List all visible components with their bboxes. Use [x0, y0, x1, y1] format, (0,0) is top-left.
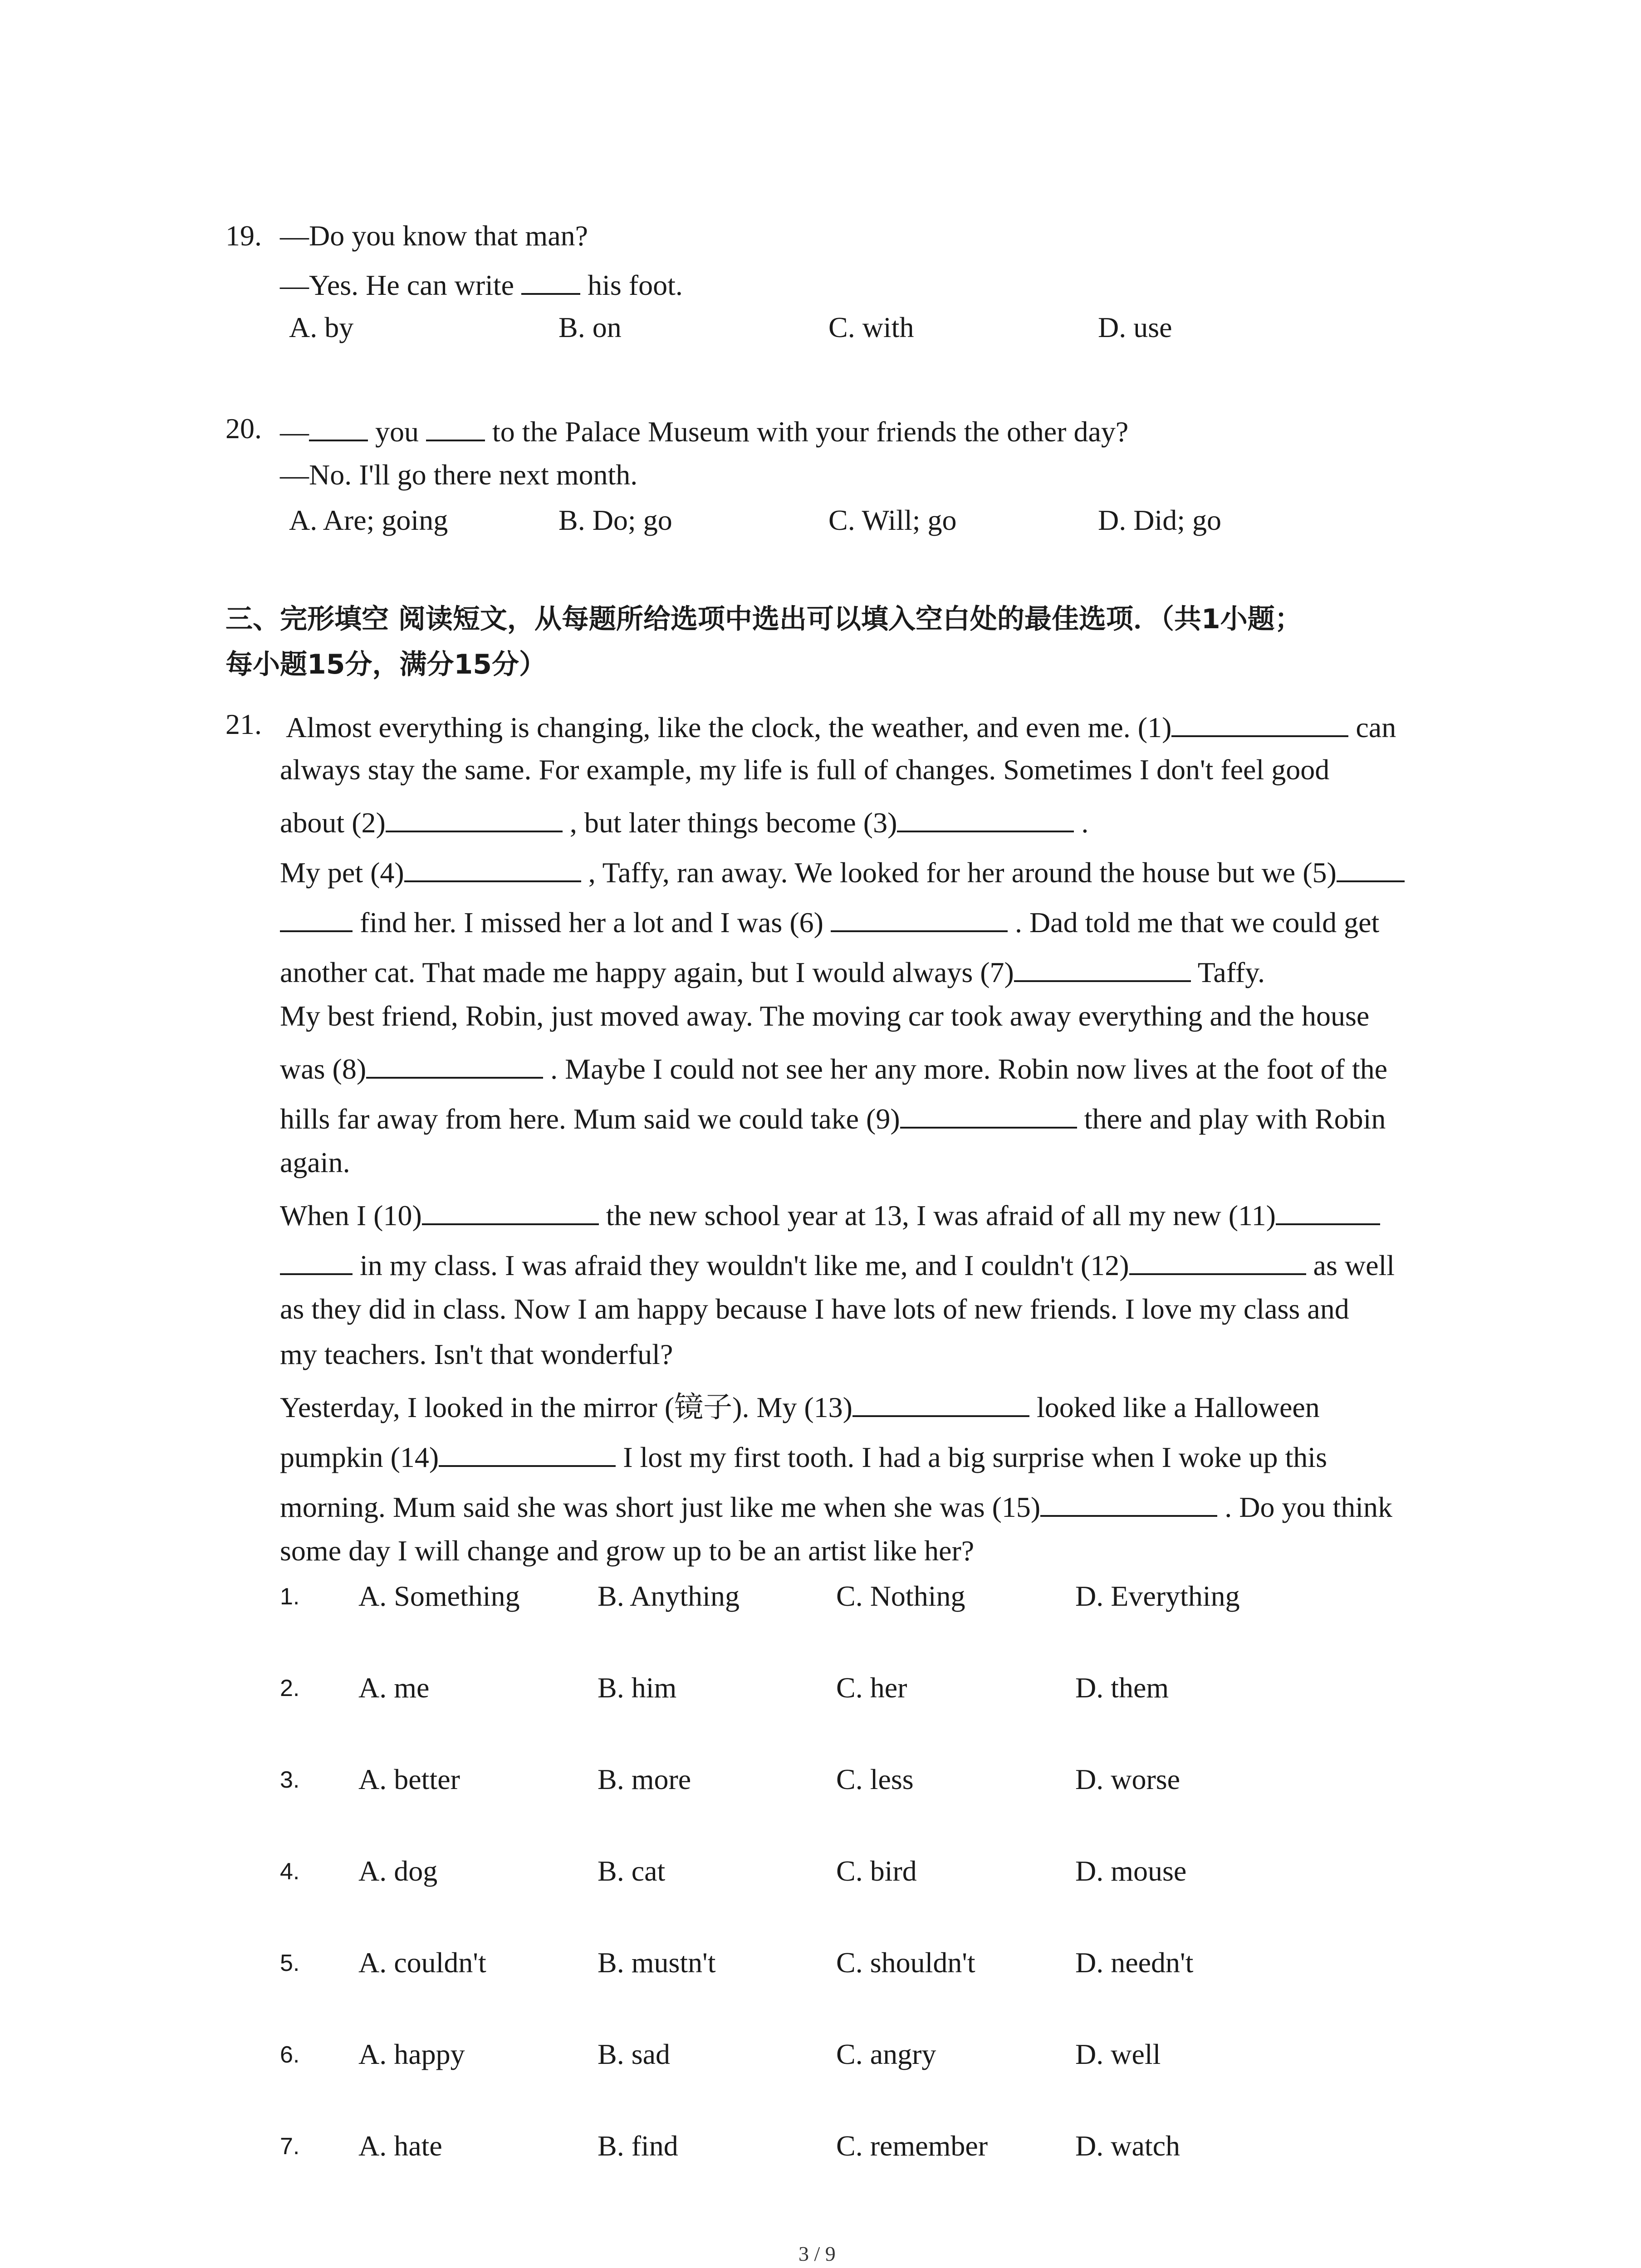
subq7-option-d[interactable]: D. watch [1075, 2130, 1181, 2162]
cloze-blank-5-part2 [280, 905, 353, 932]
subq-number: 1. [280, 1584, 300, 1610]
q20-option-c[interactable]: C. Will; go [828, 504, 957, 536]
passage-line [280, 955, 1265, 987]
passage-text: as well [1306, 1249, 1395, 1281]
passage-text: Taffy. [1190, 956, 1265, 988]
q20-option-b[interactable]: B. Do; go [558, 504, 672, 536]
cloze-blank-4 [404, 855, 581, 882]
q19-option-d[interactable]: D. use [1098, 311, 1172, 343]
subq4-option-d[interactable]: D. mouse [1075, 1855, 1187, 1887]
subq3-option-d[interactable]: D. worse [1075, 1763, 1181, 1795]
cloze-blank-5-part1 [1337, 855, 1405, 882]
subq5-option-a[interactable]: A. couldn't [358, 1946, 486, 1979]
subq4-option-b[interactable]: B. cat [598, 1855, 666, 1887]
q19-option-c[interactable]: C. with [828, 311, 914, 343]
passage-line [280, 1340, 673, 1369]
section-heading-line2: 每小题15分，满分15分） [225, 649, 546, 680]
passage-text: My pet (4) [280, 856, 404, 889]
cloze-blank-10 [422, 1198, 599, 1225]
q19-number: 19. [225, 220, 262, 252]
q19-option-b[interactable]: B. on [558, 311, 622, 343]
subq2-option-a[interactable]: A. me [358, 1672, 430, 1704]
cloze-blank-12 [1129, 1248, 1306, 1275]
subq2-option-c[interactable]: C. her [836, 1672, 907, 1704]
cloze-blank-1 [1171, 710, 1348, 737]
subq7-option-a[interactable]: A. hate [358, 2130, 442, 2162]
subq1-option-a[interactable]: A. Something [358, 1580, 520, 1612]
subq5-option-b[interactable]: B. mustn't [598, 1946, 716, 1979]
passage-text: morning. Mum said she was short just like me when she was (15) [280, 1491, 1041, 1523]
subq-number: 6. [280, 2042, 300, 2068]
subq2-option-d[interactable]: D. them [1075, 1672, 1169, 1704]
q19-line2 [280, 268, 683, 300]
q20-text-b: you [368, 415, 426, 448]
passage-line [280, 855, 1405, 887]
passage-line [280, 1198, 1380, 1230]
subq4-option-a[interactable]: A. dog [358, 1855, 438, 1887]
q20-line1 [280, 414, 1128, 446]
passage-text: Yesterday, I looked in the mirror (镜子). My (13) [280, 1391, 852, 1423]
passage-text: I lost my first tooth. I had a big surprise when I woke up this [616, 1441, 1327, 1473]
passage-line [280, 905, 1379, 937]
q19-blank [521, 268, 580, 295]
passage-text: there and play with Robin [1077, 1103, 1386, 1135]
passage-text: another cat. That made me happy again, but I would always (7) [280, 956, 1014, 988]
subq5-option-c[interactable]: C. shouldn't [836, 1946, 975, 1979]
passage-line [280, 1390, 1320, 1422]
passage-line [286, 710, 1396, 742]
subq1-option-c[interactable]: C. Nothing [836, 1580, 965, 1612]
q20-blank-2 [426, 414, 485, 441]
subq-number: 2. [280, 1675, 300, 1701]
section-heading-line1: 三、完形填空 阅读短文，从每题所给选项中选出可以填入空白处的最佳选项．（共1小题； [225, 603, 1302, 635]
passage-text: some day I will change and grow up to be an artist like her? [280, 1535, 975, 1567]
subq3-option-c[interactable]: C. less [836, 1763, 914, 1795]
cloze-blank-15 [1040, 1490, 1217, 1517]
passage-text: can [1348, 711, 1396, 743]
passage-line [280, 1536, 974, 1565]
q20-text-c: to the Palace Museum with your friends the other day? [485, 415, 1129, 448]
passage-text: , Taffy, ran away. We looked for her around the house but we (5) [581, 856, 1337, 889]
passage-text: . Maybe I could not see her any more. Robin now lives at the foot of the [543, 1053, 1388, 1085]
passage-line [280, 1101, 1386, 1134]
q19-line1: —Do you know that man? [280, 220, 588, 252]
cloze-blank-7 [1014, 955, 1191, 982]
q20-text-a: — [280, 415, 309, 448]
cloze-blank-14 [439, 1440, 616, 1467]
passage-line [280, 1490, 1392, 1522]
subq2-option-b[interactable]: B. him [598, 1672, 677, 1704]
passage-line [280, 1002, 1369, 1031]
subq3-option-a[interactable]: A. better [358, 1763, 460, 1795]
passage-line [280, 1051, 1387, 1084]
cloze-blank-3 [897, 805, 1074, 832]
q21-number: 21. [225, 708, 262, 740]
subq6-option-d[interactable]: D. well [1075, 2038, 1161, 2070]
subq6-option-b[interactable]: B. sad [598, 2038, 670, 2070]
subq7-option-c[interactable]: C. remember [836, 2130, 988, 2162]
passage-text: , but later things become (3) [562, 807, 897, 839]
passage-text: My best friend, Robin, just moved away. The moving car took away everything and the house [280, 1000, 1370, 1032]
q20-number: 20. [225, 412, 262, 445]
q20-line2: —No. I'll go there next month. [280, 459, 638, 491]
passage-line [280, 1248, 1395, 1280]
cloze-blank-9 [900, 1101, 1077, 1129]
passage-text: as they did in class. Now I am happy because I have lots of new friends. I love my class and [280, 1293, 1349, 1325]
passage-text: . [1074, 807, 1089, 839]
cloze-blank-2 [386, 805, 563, 832]
subq3-option-b[interactable]: B. more [598, 1763, 691, 1795]
subq7-option-b[interactable]: B. find [598, 2130, 678, 2162]
q19-text-a: —Yes. He can write [280, 269, 522, 301]
q19-text-b: his foot. [580, 269, 683, 301]
passage-text: When I (10) [280, 1199, 422, 1232]
passage-text: hills far away from here. Mum said we could take (9) [280, 1103, 900, 1135]
q20-option-a[interactable]: A. Are; going [289, 504, 448, 536]
passage-text: Almost everything is changing, like the clock, the weather, and even me. (1) [286, 711, 1172, 743]
passage-text: . Do you think [1217, 1491, 1392, 1523]
passage-text: was (8) [280, 1053, 367, 1085]
cloze-blank-13 [852, 1390, 1029, 1417]
subq1-option-d[interactable]: D. Everything [1075, 1580, 1240, 1612]
passage-line [280, 755, 1329, 784]
passage-text: again. [280, 1146, 350, 1178]
subq6-option-c[interactable]: C. angry [836, 2038, 936, 2070]
passage-text: the new school year at 13, I was afraid of all my new (11) [598, 1199, 1276, 1232]
subq4-option-c[interactable]: C. bird [836, 1855, 917, 1887]
passage-text: in my class. I was afraid they wouldn't like me, and I couldn't (12) [353, 1249, 1129, 1281]
q19-option-a[interactable]: A. by [289, 311, 354, 343]
subq-number: 7. [280, 2133, 300, 2160]
passage-line [280, 1148, 350, 1177]
passage-text: find her. I missed her a lot and I was (6) [353, 906, 831, 938]
cloze-blank-8 [366, 1051, 543, 1079]
passage-text: pumpkin (14) [280, 1441, 439, 1473]
q20-option-d[interactable]: D. Did; go [1098, 504, 1221, 536]
passage-line [280, 805, 1088, 837]
subq-number: 4. [280, 1858, 300, 1885]
passage-text: looked like a Halloween [1029, 1391, 1320, 1423]
q20-blank-1 [309, 414, 368, 441]
passage-text: . Dad told me that we could get [1007, 906, 1380, 938]
page-number: 3 / 9 [798, 2242, 836, 2265]
subq-number: 5. [280, 1950, 300, 1976]
cloze-blank-6 [831, 905, 1008, 932]
passage-text: always stay the same. For example, my life is full of changes. Sometimes I don't feel good [280, 753, 1330, 786]
passage-line [280, 1440, 1327, 1472]
cloze-blank-11-part1 [1276, 1198, 1380, 1225]
subq5-option-d[interactable]: D. needn't [1075, 1946, 1194, 1979]
passage-text: my teachers. Isn't that wonderful? [280, 1338, 673, 1370]
cloze-blank-11-part2 [280, 1248, 353, 1275]
passage-line [280, 1295, 1349, 1324]
subq6-option-a[interactable]: A. happy [358, 2038, 465, 2070]
subq1-option-b[interactable]: B. Anything [598, 1580, 740, 1612]
subq-number: 3. [280, 1767, 300, 1793]
passage-text: about (2) [280, 807, 386, 839]
